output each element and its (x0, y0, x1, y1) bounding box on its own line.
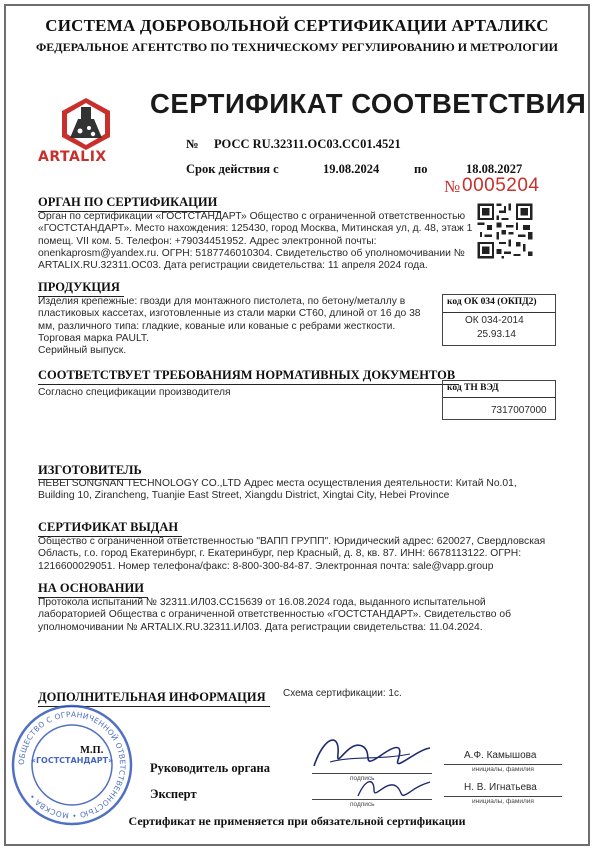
head-name: А.Ф. Камышова (464, 750, 537, 761)
product-text: Изделия крепежные: гвозди для монтажного пистолета, по бетону/металлу в пластиковых кассетах, изготовленные из стали марки СТ60, длиной от 16 до 38 мм, различного типа: гладкие, кованые или кованые с ребрами жесткости. Торговая марка PAULT. Серийный выпуск. (38, 296, 421, 357)
expert-name-line (444, 796, 562, 797)
validity-label: Срок действия с (186, 162, 279, 176)
expert-sign-line (312, 799, 432, 800)
organ-text: Орган по сертификации «ГОСТСТАНДАРТ» Общество с ограниченной ответственностью «ГОСТСТАНДАРТ». Место нахождения: 125430, город Москва, Митинская ул, д. 48, этаж 1 помещ. VII ком. 5. Телефон: +79034451952. Адрес электронной почты: onenkaprosm@yandex.ru. ОГРН: 5187746010304. Свидетельство об уполномочивании № ARTALIX.RU.32311.ОС03. Дата регистрации свидетельства: 11 апреля 2024 года. (38, 211, 473, 272)
manufacturer-heading: ИЗГОТОВИТЕЛЬ (38, 463, 142, 477)
head-label: Руководитель органа (150, 761, 270, 775)
expert-sign-caption: подпись (350, 801, 375, 808)
conformity-heading: СООТВЕТСТВУЕТ ТРЕБОВАНИЯМ НОРМАТИВНЫХ ДОКУМЕНТОВ (38, 368, 456, 382)
expert-name-caption: инициалы, фамилия (472, 798, 534, 805)
expert-name: Н. В. Игнатьева (464, 782, 537, 793)
tnved-divider (443, 397, 555, 398)
basis-heading: НА ОСНОВАНИИ (38, 581, 144, 595)
tnved-box (442, 380, 556, 420)
valid-to: 18.08.2027 (466, 162, 523, 176)
okpd-standard: ОК 034-2014 (465, 315, 524, 326)
to-label: по (414, 162, 428, 176)
head-name-caption: инициалы, фамилия (472, 766, 534, 773)
okpd-divider (443, 312, 555, 313)
serial-label: № (444, 177, 461, 196)
head-sign-caption: подпись (350, 775, 375, 782)
product-heading: ПРОДУКЦИЯ (38, 280, 120, 294)
tnved-heading: код ТН ВЭД (447, 383, 499, 393)
flask-logo-icon (58, 96, 114, 152)
okpd-code: 25.93.14 (477, 329, 516, 340)
qr-code (475, 201, 535, 261)
valid-from: 19.08.2024 (323, 162, 380, 176)
issued-heading: СЕРТИФИКАТ ВЫДАН (38, 520, 179, 534)
tnved-code: 7317007000 (491, 405, 547, 416)
document-title: СЕРТИФИКАТ СООТВЕТСТВИЯ (150, 88, 587, 119)
certification-scheme: Схема сертификации: 1с. (283, 688, 402, 699)
stamp (10, 703, 134, 827)
additional-heading: ДОПОЛНИТЕЛЬНАЯ ИНФОРМАЦИЯ (38, 690, 266, 704)
footer-note: Сертификат не применяется при обязательной сертификации (128, 814, 466, 828)
basis-text: Протокола испытаний № 32311.ИЛ03.СС15639 от 16.08.2024 года, выданного испытательной лабораторией Общества с ограниченной ответственностью «ГОСТСТАНДАРТ». Свидетельство об уполномочивании № ARTALIX.RU.32311.ИЛ03. Дата регистрации свидетельства: 11.04.2024. (38, 597, 511, 633)
head-name-line (444, 764, 562, 765)
okpd-box (442, 294, 556, 346)
okpd-heading: код ОК 034 (ОКПД2) (447, 297, 537, 307)
svg-text:«ГОСТСТАНДАРТ»: «ГОСТСТАНДАРТ» (30, 756, 114, 765)
logo-text: ARTALIX (38, 149, 107, 165)
organ-heading: ОРГАН ПО СЕРТИФИКАЦИИ (38, 195, 218, 209)
qr-code-icon (475, 201, 535, 261)
agency-name: ФЕДЕРАЛЬНОЕ АГЕНТСТВО ПО ТЕХНИЧЕСКОМУ РЕГУЛИРОВАНИЮ И МЕТРОЛОГИИ (36, 40, 558, 54)
svg-text:ОБЩЕСТВО С ОГРАНИЧЕННОЙ ОТВЕТС: ОБЩЕСТВО С ОГРАНИЧЕННОЙ ОТВЕТСТВЕННОСТЬЮ • МОСКВА • (16, 709, 128, 821)
system-name: СИСТЕМА ДОБРОВОЛЬНОЙ СЕРТИФИКАЦИИ АРТАЛИКС (45, 16, 549, 35)
issued-text: Общество с ограниченной ответственностью "ВАПП ГРУПП". Юридический адрес: 620027, Свердловская Область, г.о. город Екатеринбург, г. Екатеринбург, пер Красный, д. 8, кв. 87. ИНН: 6678113122. ОГРН: 1216600029051. Номер телефона/факс: 8-800-300-84-87. Электронная почта: sale@vapp.group (38, 536, 546, 572)
mp-label: М.П. (80, 745, 104, 756)
number-label: № (186, 137, 199, 151)
seal-icon (10, 703, 134, 827)
certificate-number: РОСС RU.32311.ОС03.СС01.4521 (214, 137, 401, 151)
expert-label: Эксперт (150, 787, 197, 801)
conformity-text: Согласно спецификации производителя (38, 387, 231, 398)
serial-number: 0005204 (462, 175, 540, 196)
manufacturer-text: HEBEI SONGNAN TECHNOLOGY CO.,LTD Адрес места осуществления деятельности: Китай No.01, Building 10, Zirancheng, Tuanjie East Street, Xiangdu District, Xingtai City, Hebei Province (38, 478, 517, 502)
artalix-logo (58, 96, 114, 152)
